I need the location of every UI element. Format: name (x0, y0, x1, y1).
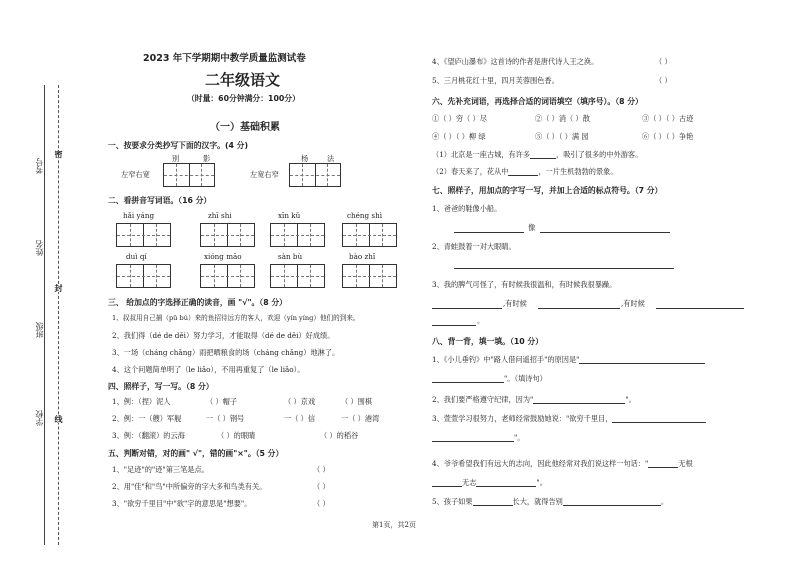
q3-item: 1、叔叔用自己捕（pū bǔ）来的鱼招待远方的客人，欢迎（yín yíng）他们的到来。 (112, 314, 360, 322)
q7-sentence-3: 3、我的脾气可怪了，有时候我很温和，有时候我很暴躁。 (432, 280, 617, 289)
q2-writing-grid[interactable] (342, 264, 397, 288)
q8-line-4 (432, 459, 693, 468)
q1-writing-grid-b[interactable] (289, 163, 341, 187)
q8-l5-mid: 长大，就得告别 (512, 497, 563, 506)
q8-l3-text: 3、萱萱学习很努力，老师经常鼓励她说："欲穷千里目， (432, 414, 613, 423)
q6-sentence-1 (432, 150, 642, 159)
q2-writing-grid[interactable] (270, 264, 325, 288)
q8-line-4b (432, 478, 547, 487)
q8-l4-blank[interactable] (648, 467, 678, 468)
q8-l2-blank[interactable] (533, 403, 625, 404)
q8-l5-blank-2[interactable] (563, 505, 661, 506)
q5-answer-paren[interactable]: （ ） (313, 482, 330, 491)
q5-item: 2、用"佳"和"鸟"中所偏旁的字大多和鸟类有关。 (112, 482, 267, 491)
seal-feng: 封 (54, 284, 64, 292)
q5-item: 3、"欲穷千里目"中"欲"字的意思是"想要"。 (112, 499, 252, 508)
binding-name-line (44, 85, 45, 545)
q6-s2-text-end: ，一片生机勃勃的景象。 (538, 167, 618, 176)
q5-answer-paren[interactable]: （ ） (655, 57, 672, 66)
q4-row2-blank[interactable]: 一（ ）钢号 (206, 414, 245, 423)
class-label: 班级 (35, 322, 44, 338)
q7-s3-blank[interactable] (656, 308, 744, 309)
q4-row3-example: 3、例：（翻滚）的云海 (112, 431, 185, 440)
q8-l2-text: 2、我们要严格遵守纪律，因为" (432, 395, 534, 404)
q7-s3-blank[interactable] (432, 325, 476, 326)
q1-label-b: 左宽右窄 (250, 170, 279, 179)
q3-item: 4、这个问题简单明了（le liǎo），不用再重复了（le liǎo）。 (112, 365, 305, 374)
q6-s1-text: （1）北京是一座古城，有许多 (432, 150, 531, 159)
q8-l1-blank[interactable] (579, 363, 705, 364)
q4-row1-blank[interactable]: （ ）京戏 (284, 397, 316, 406)
q8-line-5 (432, 497, 668, 506)
q7-s3-end: 。 (477, 316, 485, 325)
q1-char-bie: 别 (172, 154, 180, 163)
q5-item: 4、《望庐山瀑布》这首诗的作者是唐代诗人王之涣。 (432, 57, 599, 66)
q8-l1b-blank[interactable] (432, 382, 504, 383)
q2-heading: 二、看拼音写词语。（16 分） (108, 196, 212, 205)
q7-s3-blank[interactable] (538, 308, 620, 309)
q8-l5-text: 5、孩子如果 (432, 497, 473, 506)
q1-label-a: 左窄右宽 (121, 170, 150, 179)
q6-idiom[interactable]: ①（ ）穷（ ）尽 (432, 114, 487, 123)
q8-line-2 (432, 395, 636, 404)
q5-answer-paren[interactable]: （ ） (313, 465, 330, 474)
kao-hao-label: 考号 (35, 158, 44, 174)
q7-s3-blank[interactable] (432, 308, 502, 309)
q2-writing-grid[interactable] (116, 223, 171, 247)
q6-s1-blank[interactable] (530, 158, 556, 159)
q2-pinyin: sàn bù (278, 252, 303, 261)
q4-row1-blank[interactable]: （ ）围棋 (341, 397, 373, 406)
q8-line-3 (432, 414, 706, 423)
q1-char-fa: 法 (327, 154, 335, 163)
q7-s2-blank[interactable] (454, 268, 674, 269)
page-footer: 第1页，共2页 (372, 521, 416, 529)
q4-heading: 四、照样子，写一写。（8 分） (108, 382, 214, 391)
q1-writing-grid-a[interactable] (163, 163, 215, 187)
exam-title: 2023 年下学期期中教学质量监测试卷 (143, 53, 306, 64)
q7-s1-blank-a[interactable] (454, 232, 524, 233)
q1-char-ying: 影 (203, 154, 211, 163)
q2-writing-grid[interactable] (116, 264, 171, 288)
q4-row1-example: 1、例：（捏）泥人 (112, 397, 171, 406)
q2-pinyin: chéng shì (347, 211, 383, 220)
q8-l3b-end: "。 (514, 433, 525, 442)
q4-row2-blank[interactable]: 一（ ）港湾 (341, 414, 380, 423)
q1-char-yang: 杨 (301, 154, 309, 163)
q2-writing-grid[interactable] (200, 223, 255, 247)
q8-l4-mid1: 无根 (678, 459, 693, 468)
q6-idiom[interactable]: ⑥（ ）（ ）争艳 (642, 132, 694, 141)
q2-writing-grid[interactable] (342, 223, 397, 247)
q8-l4-mid2: 无志 (462, 478, 477, 487)
q7-s3-fill-b: ,有时候 (621, 299, 645, 308)
q7-sentence-2: 2、青蛙鼓着一对大眼睛。 (432, 242, 516, 251)
q8-l1b-end: "。（填诗句） (504, 374, 547, 383)
q6-s2-text: （2）春天来了，花从中 (432, 167, 509, 176)
q8-line-3b (432, 433, 525, 442)
q8-heading: 八、背一背，填一填。（10 分） (432, 337, 544, 346)
q5-answer-paren[interactable]: （ ） (655, 76, 672, 85)
q4-row2-blank[interactable]: 一（ ）信 (284, 414, 316, 423)
q2-pinyin: xióng māo (204, 252, 242, 261)
q8-l4b-blank[interactable] (432, 486, 462, 487)
q8-l5-end: 。 (660, 497, 669, 506)
exam-meta: （时量：60分钟满分：100分） (187, 94, 300, 103)
q6-heading: 六、先补充词语，再选择合适的词语填空（填序号）。（8 分） (432, 97, 643, 106)
q5-item: 5、三月桃花红十里，四月芙蓉围色香。 (432, 76, 559, 85)
q2-pinyin: bào zhǐ (349, 252, 376, 261)
q2-writing-grid[interactable] (270, 223, 325, 247)
q6-idiom[interactable]: ②（ ）消（ ）散 (535, 114, 590, 123)
q7-s1-blank-b[interactable] (540, 232, 670, 233)
q8-l3b-blank[interactable] (432, 441, 514, 442)
name-label: 姓名 (35, 240, 44, 256)
q8-l5-blank[interactable] (473, 505, 513, 506)
seal-mi: 密 (54, 150, 64, 158)
q2-pinyin: duì qí (126, 252, 147, 261)
q8-l1-text: 1、《小儿垂钓》中"路人借问遥招手"的原因是" (432, 355, 580, 364)
q3-item: 2、我们得（dé de děi）努力学习，才能取得（dé de děi）好成绩。 (112, 331, 335, 340)
q3-item: 3、一场（cháng chǎng）雨把晒粮食的场（cháng chǎng）地淋了。 (112, 348, 340, 357)
q5-item: 1、"足迹"的"迹"第三笔是点。 (112, 465, 209, 474)
q2-writing-grid[interactable] (200, 264, 255, 288)
q7-s1-fill: 像 (528, 223, 536, 232)
subject-title: 二年级语文 (205, 71, 281, 89)
q7-sentence-1: 1、爸爸的鞋像小船。 (432, 204, 502, 213)
q2-pinyin: hǎi yáng (123, 211, 155, 220)
q2-pinyin: xīn kǔ (278, 211, 301, 220)
q4-row3-blank[interactable]: （ ）的眼睛 (217, 431, 256, 440)
q6-idiom[interactable]: ③（ ）（ ）古迹 (642, 114, 694, 123)
q8-l2-end: "。 (625, 395, 636, 404)
q5-heading: 五、判断对错，对的画" √"，错的画"×"。（5 分） (108, 449, 284, 458)
q8-l4b-blank-2[interactable] (476, 486, 536, 487)
q8-line-1b (432, 374, 547, 383)
q8-line-1 (432, 355, 705, 364)
q6-sentence-2 (432, 167, 618, 176)
part-title: （一）基础积累 (210, 122, 280, 133)
school-label: 学校 (35, 410, 44, 426)
seal-xian: 线 (54, 415, 64, 423)
q6-s2-blank[interactable] (508, 175, 538, 176)
q3-heading: 三、 给加点的字选择正确的读音，画 "√"。（8 分） (108, 298, 287, 307)
q1-heading: 一、按要求分类抄写下面的汉字。(4 分) (108, 141, 249, 150)
q6-s1-text-end: ，吸引了很多的中外游客。 (556, 150, 643, 159)
q5-answer-paren[interactable]: （ ） (313, 499, 330, 508)
q4-row1-blank[interactable]: （ ）帽子 (206, 397, 238, 406)
q7-s3-fill-a: ,有时候 (503, 299, 527, 308)
q8-l4-text: 4、爷爷希望我们有远大的志向，因此他经常对我们说这样一句话：" (432, 459, 649, 468)
q8-l4-end: "。 (536, 478, 547, 487)
q7-heading: 七、照样子，用加点的字写一写，并加上合适的标点符号。（7 分） (432, 186, 663, 195)
q4-row2-example: 2、例：一（艘）军舰 (112, 414, 182, 423)
q6-idiom[interactable]: ⑤（ ）（ ）满 园 (535, 132, 589, 141)
q4-row3-blank[interactable]: （ ）的稻谷 (320, 431, 359, 440)
q2-pinyin: zhī shi (208, 211, 232, 220)
q6-idiom[interactable]: ④（ ）（ ）柳 绿 (432, 132, 486, 141)
q8-l3-blank[interactable] (612, 422, 706, 423)
